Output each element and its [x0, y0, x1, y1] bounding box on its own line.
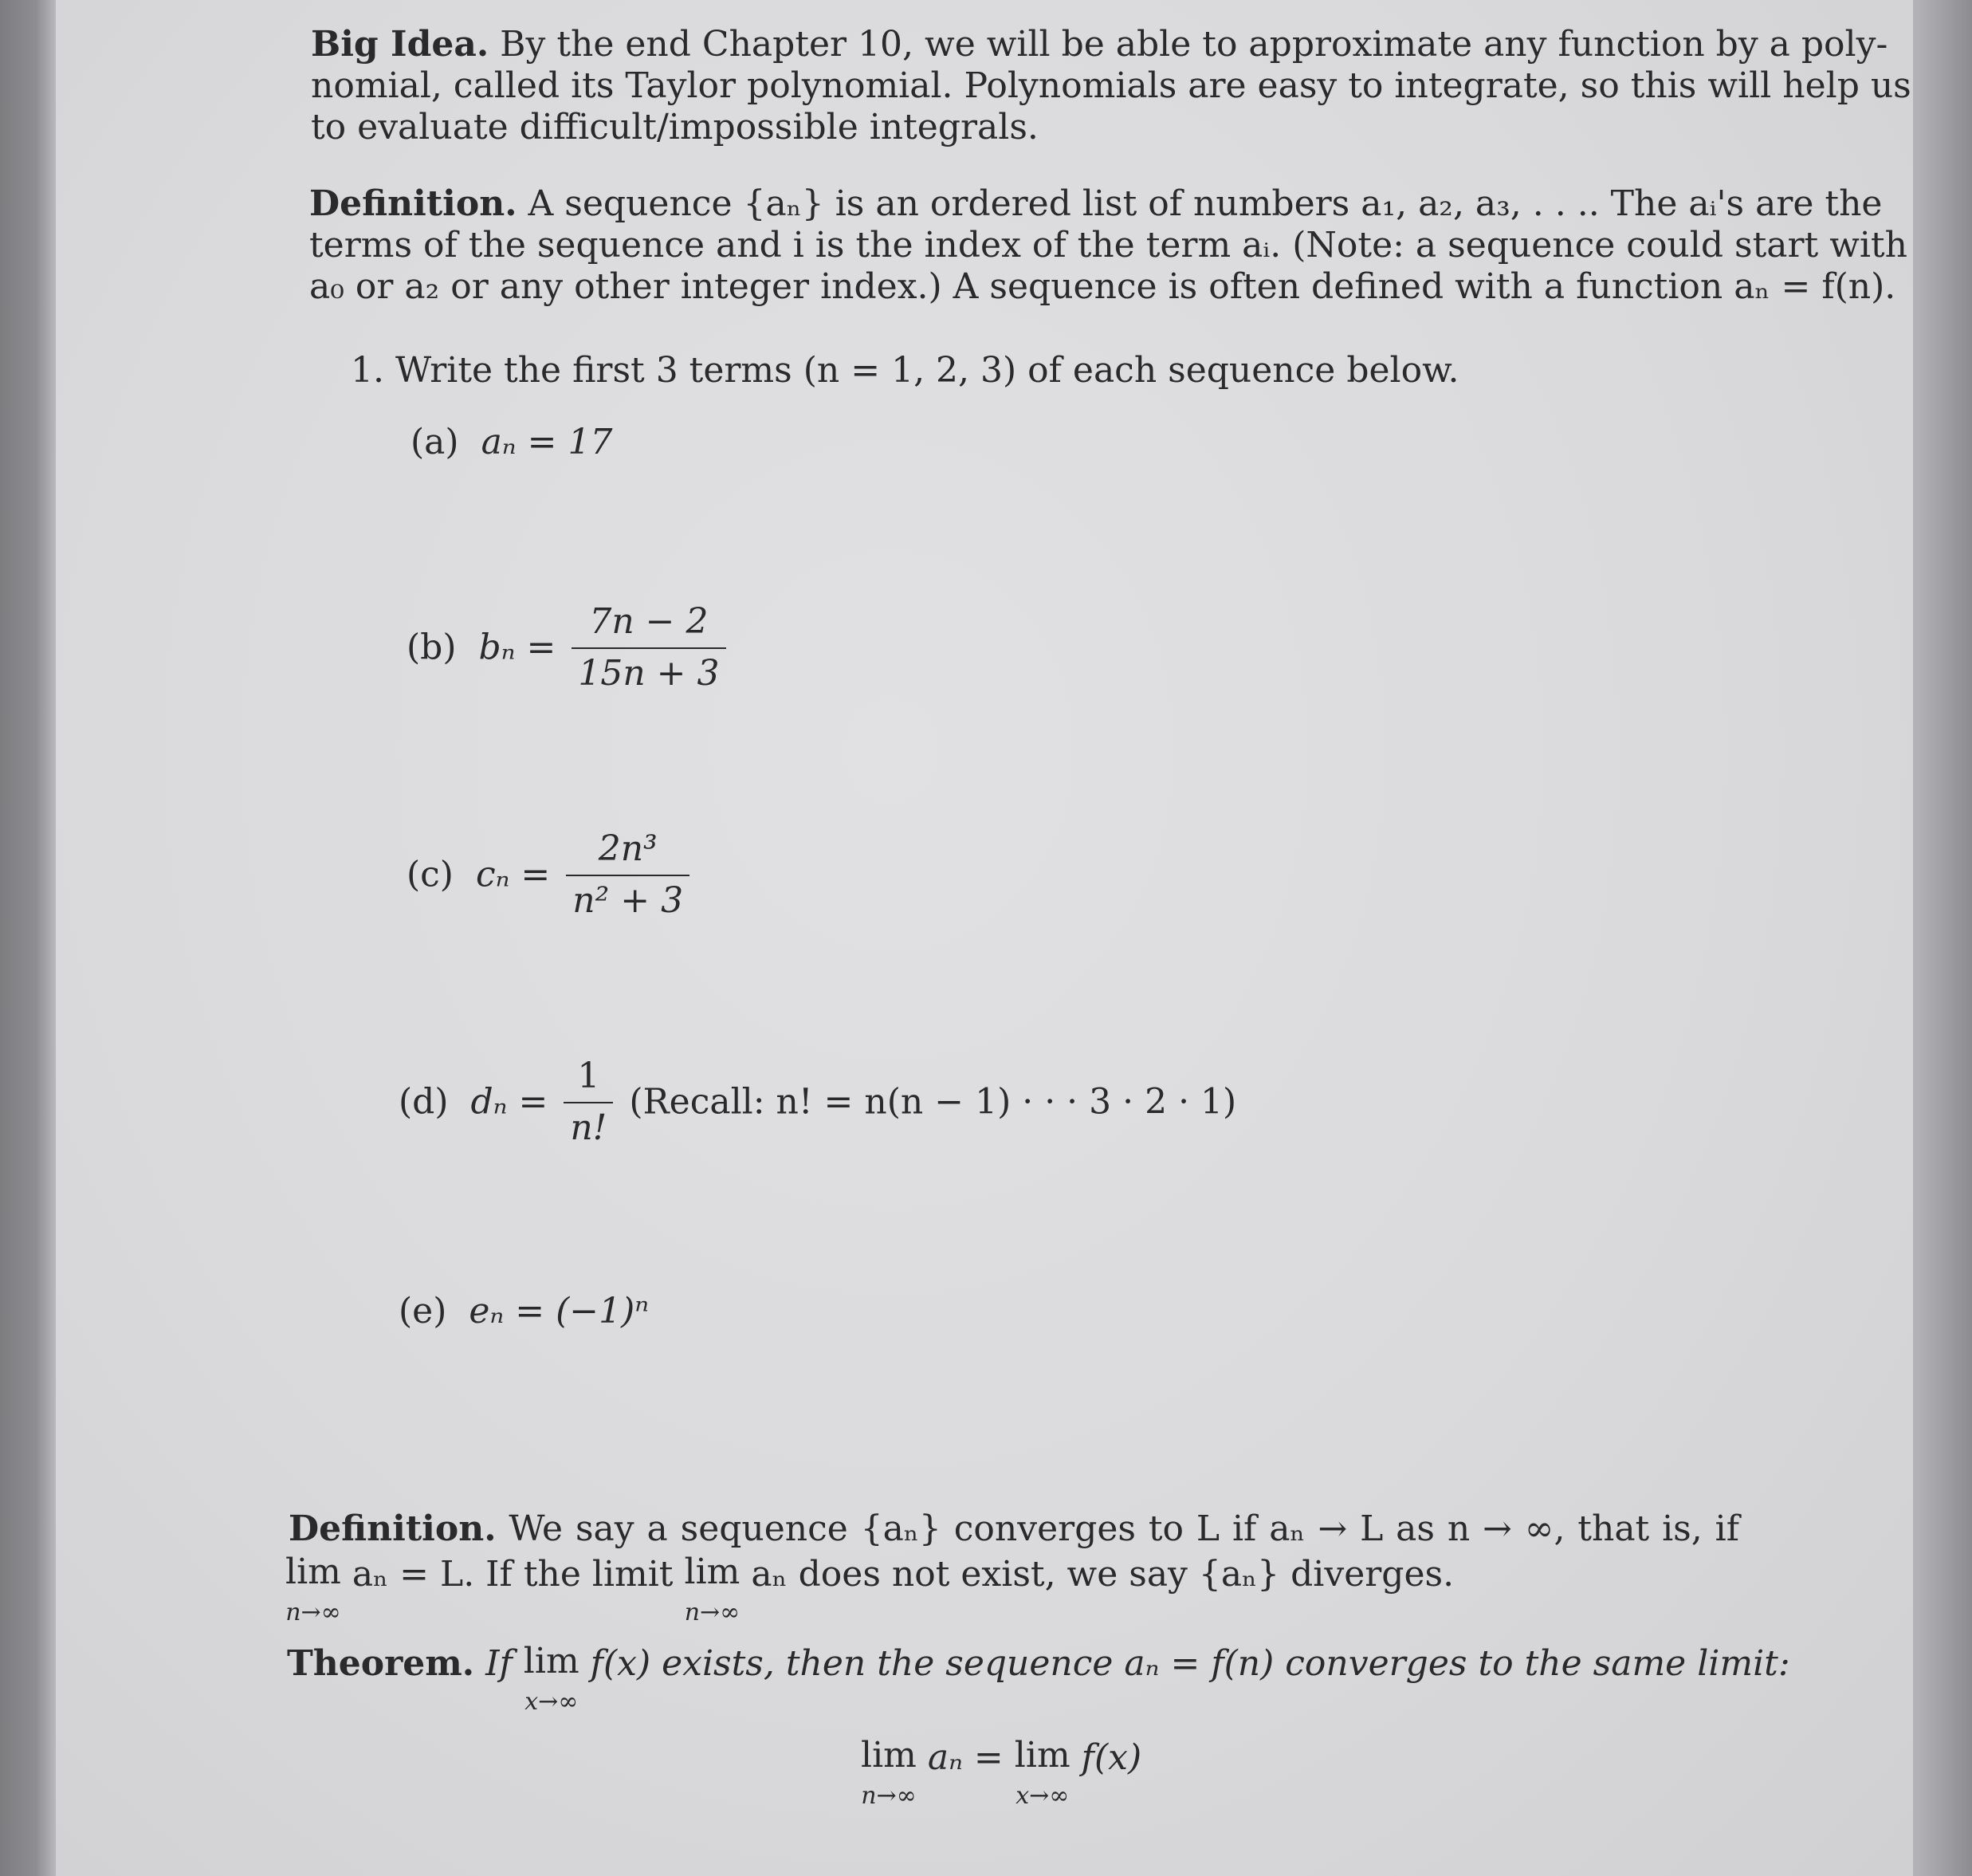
problem-1d-numerator: 1	[564, 1056, 613, 1103]
limit-x-to-infinity	[523, 1641, 579, 1716]
display-equation	[861, 1735, 1142, 1810]
theorem-heading: Theorem.	[287, 1643, 475, 1684]
theorem-statement	[287, 1641, 1790, 1716]
problem-1a-label: (a)	[411, 422, 459, 462]
convergence-equation: aₙ = L. If the limit	[352, 1554, 674, 1595]
problem-1b-label: (b)	[407, 627, 457, 668]
problem-1b	[407, 602, 731, 694]
limit-subscript: n→∞	[684, 1599, 740, 1626]
limit-n-to-infinity-2	[684, 1552, 740, 1626]
display-limit-left	[861, 1735, 917, 1810]
display-right: f(x)	[1081, 1737, 1142, 1778]
limit-subscript: x→∞	[1015, 1782, 1070, 1810]
problem-1d-denominator: n!	[570, 1107, 607, 1148]
limit-word: lim	[523, 1641, 579, 1681]
sequence-definition-paragraph	[309, 183, 1907, 308]
problem-1a	[411, 423, 612, 463]
problem-1e-expression: eₙ = (−1)ⁿ	[469, 1291, 650, 1331]
convergence-definition-line-1	[289, 1509, 1739, 1550]
big-idea-line-2: nomial, called its Taylor polynomial. Polynomials are easy to integrate, so this will help us	[311, 65, 1911, 106]
problem-1e	[399, 1292, 649, 1332]
convergence-definition-heading: Definition.	[289, 1508, 497, 1549]
definition-line-3: a₀ or a₂ or any other integer index.) A sequence is often defined with a function aₙ = f(n).	[309, 266, 1896, 307]
problem-1e-label: (e)	[399, 1291, 447, 1331]
divergence-statement: aₙ does not exist, we say {aₙ} diverges.	[751, 1554, 1455, 1595]
problem-1d-label: (d)	[399, 1081, 449, 1123]
display-limit-right	[1014, 1735, 1070, 1810]
convergence-definition-line-2	[285, 1552, 1455, 1626]
limit-subscript: x→∞	[524, 1688, 579, 1716]
problem-1c-fraction	[566, 829, 689, 921]
limit-subscript: n→∞	[861, 1782, 917, 1810]
problem-1c-lhs: cₙ =	[475, 854, 551, 895]
problem-1-prompt: 1. Write the first 3 terms (n = 1, 2, 3) of each sequence below.	[351, 350, 1459, 391]
limit-word: lim	[1014, 1735, 1070, 1776]
theorem-text: f(x) exists, then the sequence aₙ = f(n) converges to the same limit:	[590, 1643, 1790, 1684]
problem-1d-lhs: dₙ =	[470, 1081, 548, 1123]
limit-n-to-infinity-1	[285, 1552, 341, 1626]
display-middle: aₙ =	[927, 1737, 1004, 1778]
problem-1b-denominator: 15n + 3	[578, 652, 720, 694]
convergence-definition-text: We say a sequence {aₙ} converges to L if aₙ → L as n → ∞, that is, if	[509, 1508, 1739, 1549]
limit-subscript: n→∞	[285, 1599, 341, 1626]
limit-word: lim	[684, 1552, 740, 1592]
problem-1d-recall: (Recall: n! = n(n − 1) · · · 3 · 2 · 1)	[629, 1081, 1237, 1123]
big-idea-heading: Big Idea.	[311, 24, 489, 65]
limit-word: lim	[861, 1735, 917, 1776]
problem-1d	[399, 1056, 1236, 1148]
problem-1c	[407, 829, 694, 921]
definition-heading: Definition.	[309, 183, 517, 224]
problem-1b-lhs: bₙ =	[478, 627, 556, 668]
problem-1c-denominator: n² + 3	[572, 879, 684, 921]
limit-word: lim	[285, 1552, 341, 1592]
theorem-if: If	[485, 1643, 513, 1684]
problem-1c-label: (c)	[407, 854, 454, 895]
problem-1c-numerator: 2n³	[566, 829, 689, 876]
big-idea-paragraph	[311, 24, 1911, 148]
big-idea-line-1: By the end Chapter 10, we will be able to approximate any function by a poly-	[500, 24, 1888, 65]
problem-1b-numerator: 7n − 2	[572, 602, 725, 649]
problem-1d-fraction	[564, 1056, 613, 1148]
problem-1b-fraction	[572, 602, 725, 694]
big-idea-line-3: to evaluate difficult/impossible integrals.	[311, 107, 1039, 147]
problem-1a-expression: aₙ = 17	[481, 422, 613, 462]
definition-line-1: A sequence {aₙ} is an ordered list of numbers a₁, a₂, a₃, . . .. The aᵢ's are the	[528, 183, 1883, 224]
definition-line-2: terms of the sequence and i is the index of the term aᵢ. (Note: a sequence could start with	[309, 225, 1907, 265]
